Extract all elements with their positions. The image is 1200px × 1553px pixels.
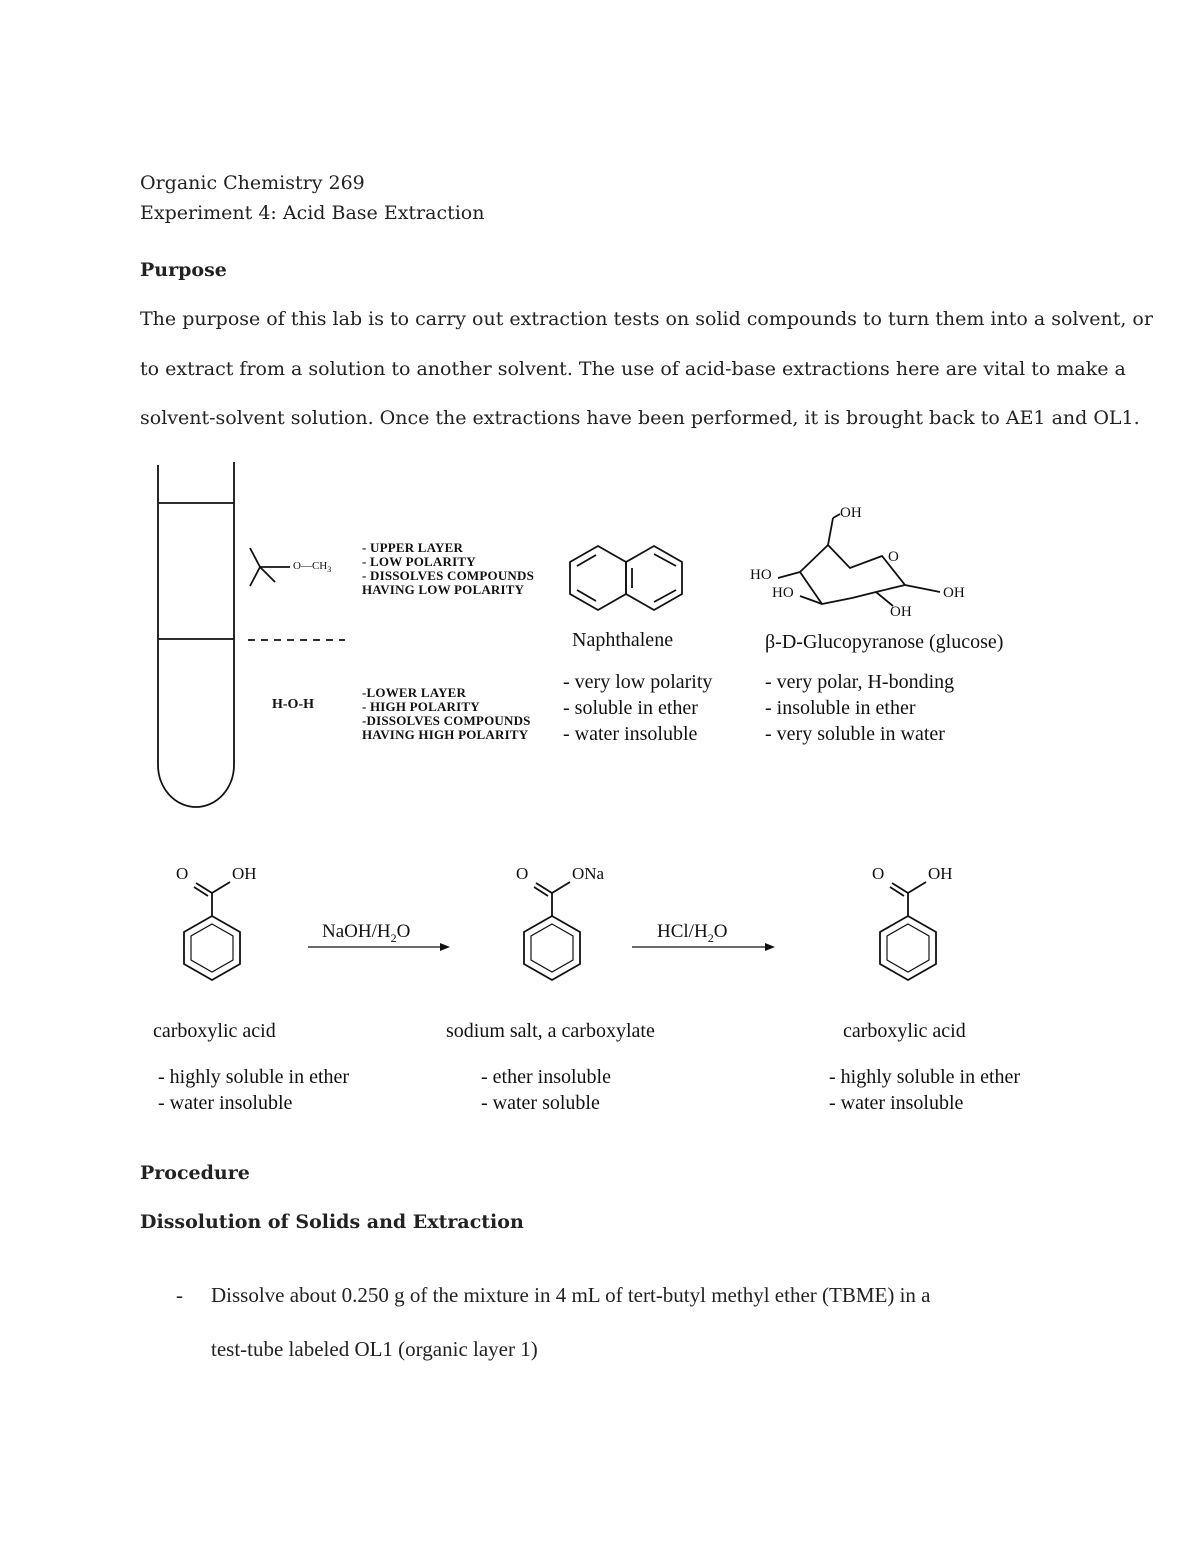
- benzoic-acid-structure-1: [184, 882, 240, 980]
- glucose-oh-bottom: OH: [890, 604, 912, 620]
- acid1-properties: [158, 1064, 349, 1116]
- acid2-oh: OH: [928, 864, 953, 883]
- acid2-property: - water insoluble: [829, 1092, 964, 1114]
- reagent-naoh: NaOH/$H_2O$: [322, 921, 411, 945]
- salt-name: sodium salt, a carboxylate: [446, 1020, 655, 1042]
- upper-layer-notes: [362, 541, 534, 597]
- glucose-ho-2: HO: [772, 585, 794, 601]
- naphthalene-property: - soluble in ether: [563, 697, 698, 719]
- glucose-ring-o: O: [888, 549, 899, 565]
- benzoic-acid-structure-2: [880, 882, 936, 980]
- naphthalene-properties: [563, 669, 712, 747]
- methoxy-label: $O—CH_3$: [293, 560, 332, 575]
- naphthalene-property: - water insoluble: [563, 723, 698, 745]
- glucose-property: - insoluble in ether: [765, 697, 916, 719]
- acid1-name: carboxylic acid: [153, 1020, 276, 1042]
- water-label: H-O-H: [272, 697, 314, 712]
- glucose-property: - very polar, H-bonding: [765, 671, 955, 693]
- purpose-line-2: to extract from a solution to another solvent. The use of acid-base extractions here are vital to make a: [140, 358, 1126, 380]
- glucose-property: - very soluble in water: [765, 723, 945, 745]
- lower-layer-line: -DISSOLVES COMPOUNDS: [362, 713, 531, 728]
- salt-ona: ONa: [572, 864, 605, 883]
- procedure-heading: Procedure: [140, 1162, 250, 1184]
- sodium-benzoate-structure: [524, 882, 580, 980]
- acid2-carbonyl-o: O: [872, 864, 885, 883]
- upper-layer-line: - LOW POLARITY: [362, 554, 476, 569]
- lower-layer-line: HAVING HIGH POLARITY: [362, 727, 529, 742]
- tert-butyl-structure: [250, 548, 290, 586]
- acid1-property: - highly soluble in ether: [158, 1066, 350, 1088]
- procedure-subheading: Dissolution of Solids and Extraction: [140, 1211, 524, 1233]
- salt-properties: [481, 1064, 611, 1116]
- acid2-properties: [829, 1064, 1020, 1116]
- purpose-heading: Purpose: [140, 259, 227, 281]
- naphthalene-property: - very low polarity: [563, 671, 713, 693]
- acid1-carbonyl-o: O: [176, 864, 189, 883]
- procedure-item-line-1: Dissolve about 0.250 g of the mixture in 4 mL of tert-butyl methyl ether (TBME) in a: [211, 1283, 931, 1307]
- salt-property: - water soluble: [481, 1092, 600, 1114]
- naphthalene-structure: [570, 546, 682, 610]
- lower-layer-line: -LOWER LAYER: [362, 685, 467, 700]
- naphthalene-name: Naphthalene: [572, 629, 674, 651]
- lower-layer-line: - HIGH POLARITY: [362, 699, 480, 714]
- salt-property: - ether insoluble: [481, 1066, 611, 1088]
- glucose-oh-top: OH: [840, 505, 862, 521]
- procedure-item-line-2: test-tube labeled OL1 (organic layer 1): [211, 1337, 538, 1361]
- glucose-structure: [778, 514, 940, 606]
- upper-layer-line: - DISSOLVES COMPOUNDS: [362, 568, 535, 583]
- acid2-property: - highly soluble in ether: [829, 1066, 1021, 1088]
- experiment-title: Experiment 4: Acid Base Extraction: [140, 202, 485, 224]
- acid1-oh: OH: [232, 864, 257, 883]
- reagent-hcl: HCl/$H_2O$: [657, 921, 728, 945]
- purpose-line-3: solvent-solvent solution. Once the extractions have been performed, it is brought back to AE1 and OL1.: [140, 407, 1140, 429]
- upper-layer-line: HAVING LOW POLARITY: [362, 582, 525, 597]
- glucose-name: β-D-Glucopyranose (glucose): [765, 631, 1004, 653]
- acid2-name: carboxylic acid: [843, 1020, 966, 1042]
- upper-layer-line: - UPPER LAYER: [362, 540, 464, 555]
- course-title: Organic Chemistry 269: [140, 172, 365, 194]
- glucose-properties: [765, 669, 954, 747]
- lower-layer-notes: [362, 686, 531, 742]
- salt-carbonyl-o: O: [516, 864, 529, 883]
- acid1-property: - water insoluble: [158, 1092, 293, 1114]
- glucose-ho-1: HO: [750, 567, 772, 583]
- glucose-oh-right: OH: [943, 585, 965, 601]
- test-tube-drawing: [158, 462, 345, 807]
- purpose-line-1: The purpose of this lab is to carry out extraction tests on solid compounds to turn them into a solvent, or: [140, 308, 1153, 330]
- list-bullet: -: [176, 1283, 183, 1307]
